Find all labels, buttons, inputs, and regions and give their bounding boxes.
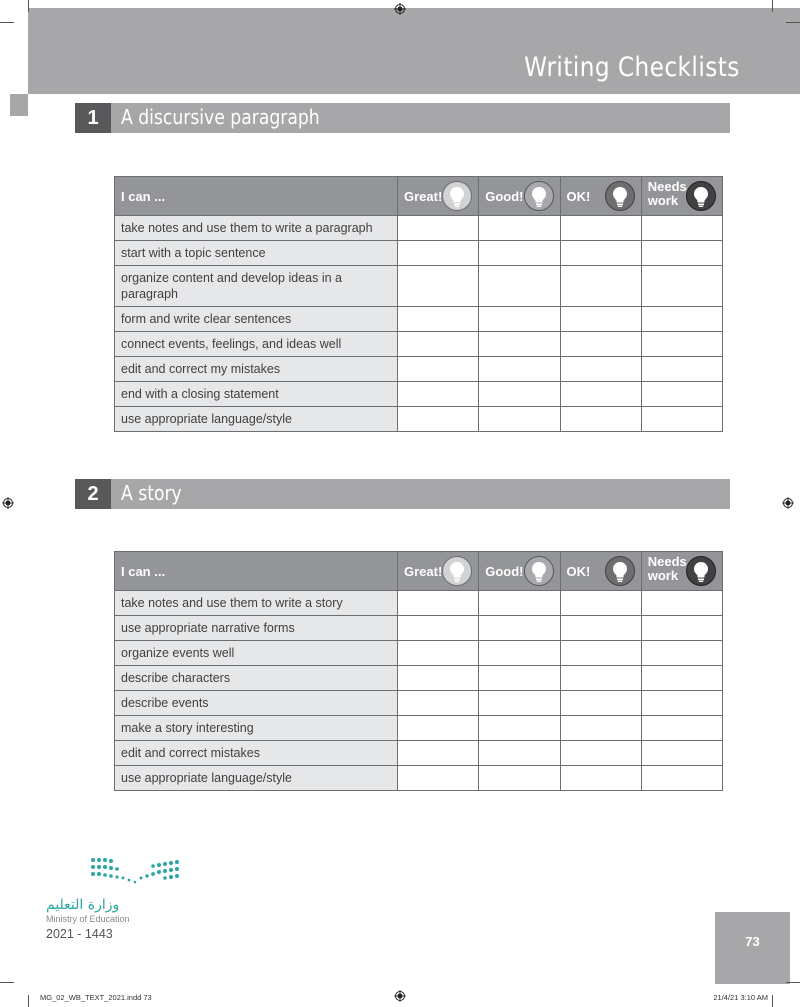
checkbox-cell-needs-work[interactable] bbox=[641, 357, 722, 382]
ministry-name-arabic: وزارة التعليم bbox=[46, 897, 120, 913]
file-info: MG_02_WB_TEXT_2021.indd 73 bbox=[40, 993, 152, 1002]
checkbox-cell-ok[interactable] bbox=[560, 382, 641, 407]
checkbox-cell-ok[interactable] bbox=[560, 332, 641, 357]
checkbox-cell-needs-work[interactable] bbox=[641, 216, 722, 241]
table-row bbox=[115, 591, 723, 616]
i-can-header: I can ... bbox=[115, 552, 398, 591]
checklist-item: make a story interesting bbox=[115, 716, 398, 741]
rating-header-great bbox=[398, 552, 479, 591]
checkbox-cell-great[interactable] bbox=[398, 591, 479, 616]
checkbox-cell-needs-work[interactable] bbox=[641, 766, 722, 791]
lightbulb-icon bbox=[605, 556, 635, 586]
checkbox-cell-good[interactable] bbox=[479, 716, 560, 741]
rating-header-good bbox=[479, 552, 560, 591]
checkbox-cell-ok[interactable] bbox=[560, 307, 641, 332]
lightbulb-icon bbox=[442, 556, 472, 586]
checkbox-cell-needs-work[interactable] bbox=[641, 691, 722, 716]
checkbox-cell-good[interactable] bbox=[479, 216, 560, 241]
checkbox-cell-needs-work[interactable] bbox=[641, 616, 722, 641]
checkbox-cell-good[interactable] bbox=[479, 741, 560, 766]
checkbox-cell-good[interactable] bbox=[479, 332, 560, 357]
rating-label: Great! bbox=[404, 189, 443, 204]
table-row bbox=[115, 766, 723, 791]
section-2-banner bbox=[75, 479, 730, 509]
checkbox-cell-ok[interactable] bbox=[560, 766, 641, 791]
crop-mark bbox=[0, 982, 14, 983]
checkbox-cell-great[interactable] bbox=[398, 357, 479, 382]
registration-mark-icon bbox=[782, 497, 794, 509]
checkbox-cell-good[interactable] bbox=[479, 266, 560, 307]
checkbox-cell-ok[interactable] bbox=[560, 616, 641, 641]
checkbox-cell-great[interactable] bbox=[398, 241, 479, 266]
checkbox-cell-good[interactable] bbox=[479, 382, 560, 407]
checklist-item: use appropriate language/style bbox=[115, 766, 398, 791]
table-row bbox=[115, 332, 723, 357]
checkbox-cell-ok[interactable] bbox=[560, 691, 641, 716]
year-label: 2021 - 1443 bbox=[46, 927, 113, 941]
checkbox-cell-great[interactable] bbox=[398, 382, 479, 407]
crop-mark bbox=[772, 0, 773, 12]
i-can-header: I can ... bbox=[115, 177, 398, 216]
table-header-row bbox=[115, 552, 723, 591]
table-row bbox=[115, 216, 723, 241]
table-header-row bbox=[115, 177, 723, 216]
rating-header-great bbox=[398, 177, 479, 216]
checkbox-cell-good[interactable] bbox=[479, 241, 560, 266]
checkbox-cell-ok[interactable] bbox=[560, 641, 641, 666]
checklist-table-story bbox=[114, 551, 723, 791]
checkbox-cell-needs-work[interactable] bbox=[641, 266, 722, 307]
lightbulb-icon bbox=[686, 181, 716, 211]
checklist-table-paragraph bbox=[114, 176, 723, 432]
lightbulb-icon bbox=[524, 181, 554, 211]
checklist-item: describe characters bbox=[115, 666, 398, 691]
checklist-item: organize events well bbox=[115, 641, 398, 666]
rating-label: Needs work bbox=[647, 179, 687, 208]
rating-label: Needs work bbox=[647, 554, 687, 583]
table-row bbox=[115, 691, 723, 716]
rating-label: OK! bbox=[566, 189, 591, 204]
checkbox-cell-ok[interactable] bbox=[560, 716, 641, 741]
checkbox-cell-good[interactable] bbox=[479, 691, 560, 716]
checkbox-cell-needs-work[interactable] bbox=[641, 641, 722, 666]
checkbox-cell-ok[interactable] bbox=[560, 357, 641, 382]
table-row bbox=[115, 716, 723, 741]
table-row bbox=[115, 741, 723, 766]
checkbox-cell-needs-work[interactable] bbox=[641, 332, 722, 357]
checkbox-cell-needs-work[interactable] bbox=[641, 307, 722, 332]
checkbox-cell-ok[interactable] bbox=[560, 407, 641, 432]
checkbox-cell-good[interactable] bbox=[479, 616, 560, 641]
checkbox-cell-ok[interactable] bbox=[560, 216, 641, 241]
checkbox-cell-great[interactable] bbox=[398, 641, 479, 666]
checkbox-cell-great[interactable] bbox=[398, 691, 479, 716]
lightbulb-icon bbox=[524, 556, 554, 586]
checkbox-cell-ok[interactable] bbox=[560, 666, 641, 691]
rating-header-needs-work bbox=[641, 177, 722, 216]
checkbox-cell-good[interactable] bbox=[479, 591, 560, 616]
table-row bbox=[115, 266, 723, 307]
table-row bbox=[115, 666, 723, 691]
page-number: 73 bbox=[715, 912, 790, 984]
checklist-item: start with a topic sentence bbox=[115, 241, 398, 266]
checkbox-cell-good[interactable] bbox=[479, 307, 560, 332]
section-title: A story bbox=[121, 481, 182, 505]
table-row bbox=[115, 357, 723, 382]
checkbox-cell-needs-work[interactable] bbox=[641, 666, 722, 691]
registration-mark-icon bbox=[2, 497, 14, 509]
checklist-item: take notes and use them to write a paragraph bbox=[115, 216, 398, 241]
checkbox-cell-great[interactable] bbox=[398, 716, 479, 741]
checklist-item: connect events, feelings, and ideas well bbox=[115, 332, 398, 357]
checkbox-cell-good[interactable] bbox=[479, 357, 560, 382]
checkbox-cell-great[interactable] bbox=[398, 216, 479, 241]
header-tab bbox=[10, 94, 28, 116]
crop-mark bbox=[786, 982, 800, 983]
checklist-item: organize content and develop ideas in a paragraph bbox=[115, 266, 398, 307]
section-1-banner bbox=[75, 103, 730, 133]
section-title: A discursive paragraph bbox=[121, 105, 320, 129]
checkbox-cell-needs-work[interactable] bbox=[641, 591, 722, 616]
checkbox-cell-needs-work[interactable] bbox=[641, 741, 722, 766]
checkbox-cell-good[interactable] bbox=[479, 666, 560, 691]
rating-header-good bbox=[479, 177, 560, 216]
checkbox-cell-needs-work[interactable] bbox=[641, 241, 722, 266]
rating-label: OK! bbox=[566, 564, 591, 579]
rating-header-needs-work bbox=[641, 552, 722, 591]
section-number: 2 bbox=[75, 479, 111, 509]
table-row bbox=[115, 382, 723, 407]
table-row bbox=[115, 641, 723, 666]
checklist-item: use appropriate narrative forms bbox=[115, 616, 398, 641]
checklist-item: describe events bbox=[115, 691, 398, 716]
checklist-item: form and write clear sentences bbox=[115, 307, 398, 332]
table-row bbox=[115, 241, 723, 266]
rating-label: Great! bbox=[404, 564, 443, 579]
checkbox-cell-good[interactable] bbox=[479, 766, 560, 791]
checkbox-cell-good[interactable] bbox=[479, 641, 560, 666]
rating-header-ok bbox=[560, 177, 641, 216]
checkbox-cell-great[interactable] bbox=[398, 666, 479, 691]
checkbox-cell-good[interactable] bbox=[479, 407, 560, 432]
table-row bbox=[115, 307, 723, 332]
crop-mark bbox=[0, 22, 14, 23]
checkbox-cell-great[interactable] bbox=[398, 307, 479, 332]
ministry-name-english: Ministry of Education bbox=[46, 914, 130, 924]
checkbox-cell-great[interactable] bbox=[398, 266, 479, 307]
table-row bbox=[115, 407, 723, 432]
checkbox-cell-ok[interactable] bbox=[560, 741, 641, 766]
checkbox-cell-great[interactable] bbox=[398, 407, 479, 432]
rating-label: Good! bbox=[485, 189, 524, 204]
checkbox-cell-great[interactable] bbox=[398, 766, 479, 791]
rating-header-ok bbox=[560, 552, 641, 591]
checkbox-cell-needs-work[interactable] bbox=[641, 407, 722, 432]
checklist-item: end with a closing statement bbox=[115, 382, 398, 407]
crop-mark bbox=[786, 22, 800, 23]
page-title: Writing Checklists bbox=[524, 52, 740, 83]
registration-mark-icon bbox=[394, 3, 406, 15]
checklist-item: edit and correct mistakes bbox=[115, 741, 398, 766]
checklist-item: take notes and use them to write a story bbox=[115, 591, 398, 616]
checkbox-cell-ok[interactable] bbox=[560, 266, 641, 307]
date-info: 21/4/21 3:10 AM bbox=[713, 993, 768, 1002]
checkbox-cell-great[interactable] bbox=[398, 741, 479, 766]
checkbox-cell-needs-work[interactable] bbox=[641, 716, 722, 741]
rating-label: Good! bbox=[485, 564, 524, 579]
lightbulb-icon bbox=[686, 556, 716, 586]
table-row bbox=[115, 616, 723, 641]
lightbulb-icon bbox=[605, 181, 635, 211]
checkbox-cell-ok[interactable] bbox=[560, 241, 641, 266]
crop-mark bbox=[28, 995, 29, 1007]
checkbox-cell-ok[interactable] bbox=[560, 591, 641, 616]
crop-mark bbox=[772, 995, 773, 1007]
checkbox-cell-great[interactable] bbox=[398, 616, 479, 641]
checklist-item: edit and correct my mistakes bbox=[115, 357, 398, 382]
checkbox-cell-great[interactable] bbox=[398, 332, 479, 357]
registration-mark-icon bbox=[394, 990, 406, 1002]
checklist-item: use appropriate language/style bbox=[115, 407, 398, 432]
section-number: 1 bbox=[75, 103, 111, 133]
checkbox-cell-needs-work[interactable] bbox=[641, 382, 722, 407]
lightbulb-icon bbox=[442, 181, 472, 211]
ministry-logo-icon bbox=[90, 856, 180, 890]
crop-mark bbox=[28, 0, 29, 12]
